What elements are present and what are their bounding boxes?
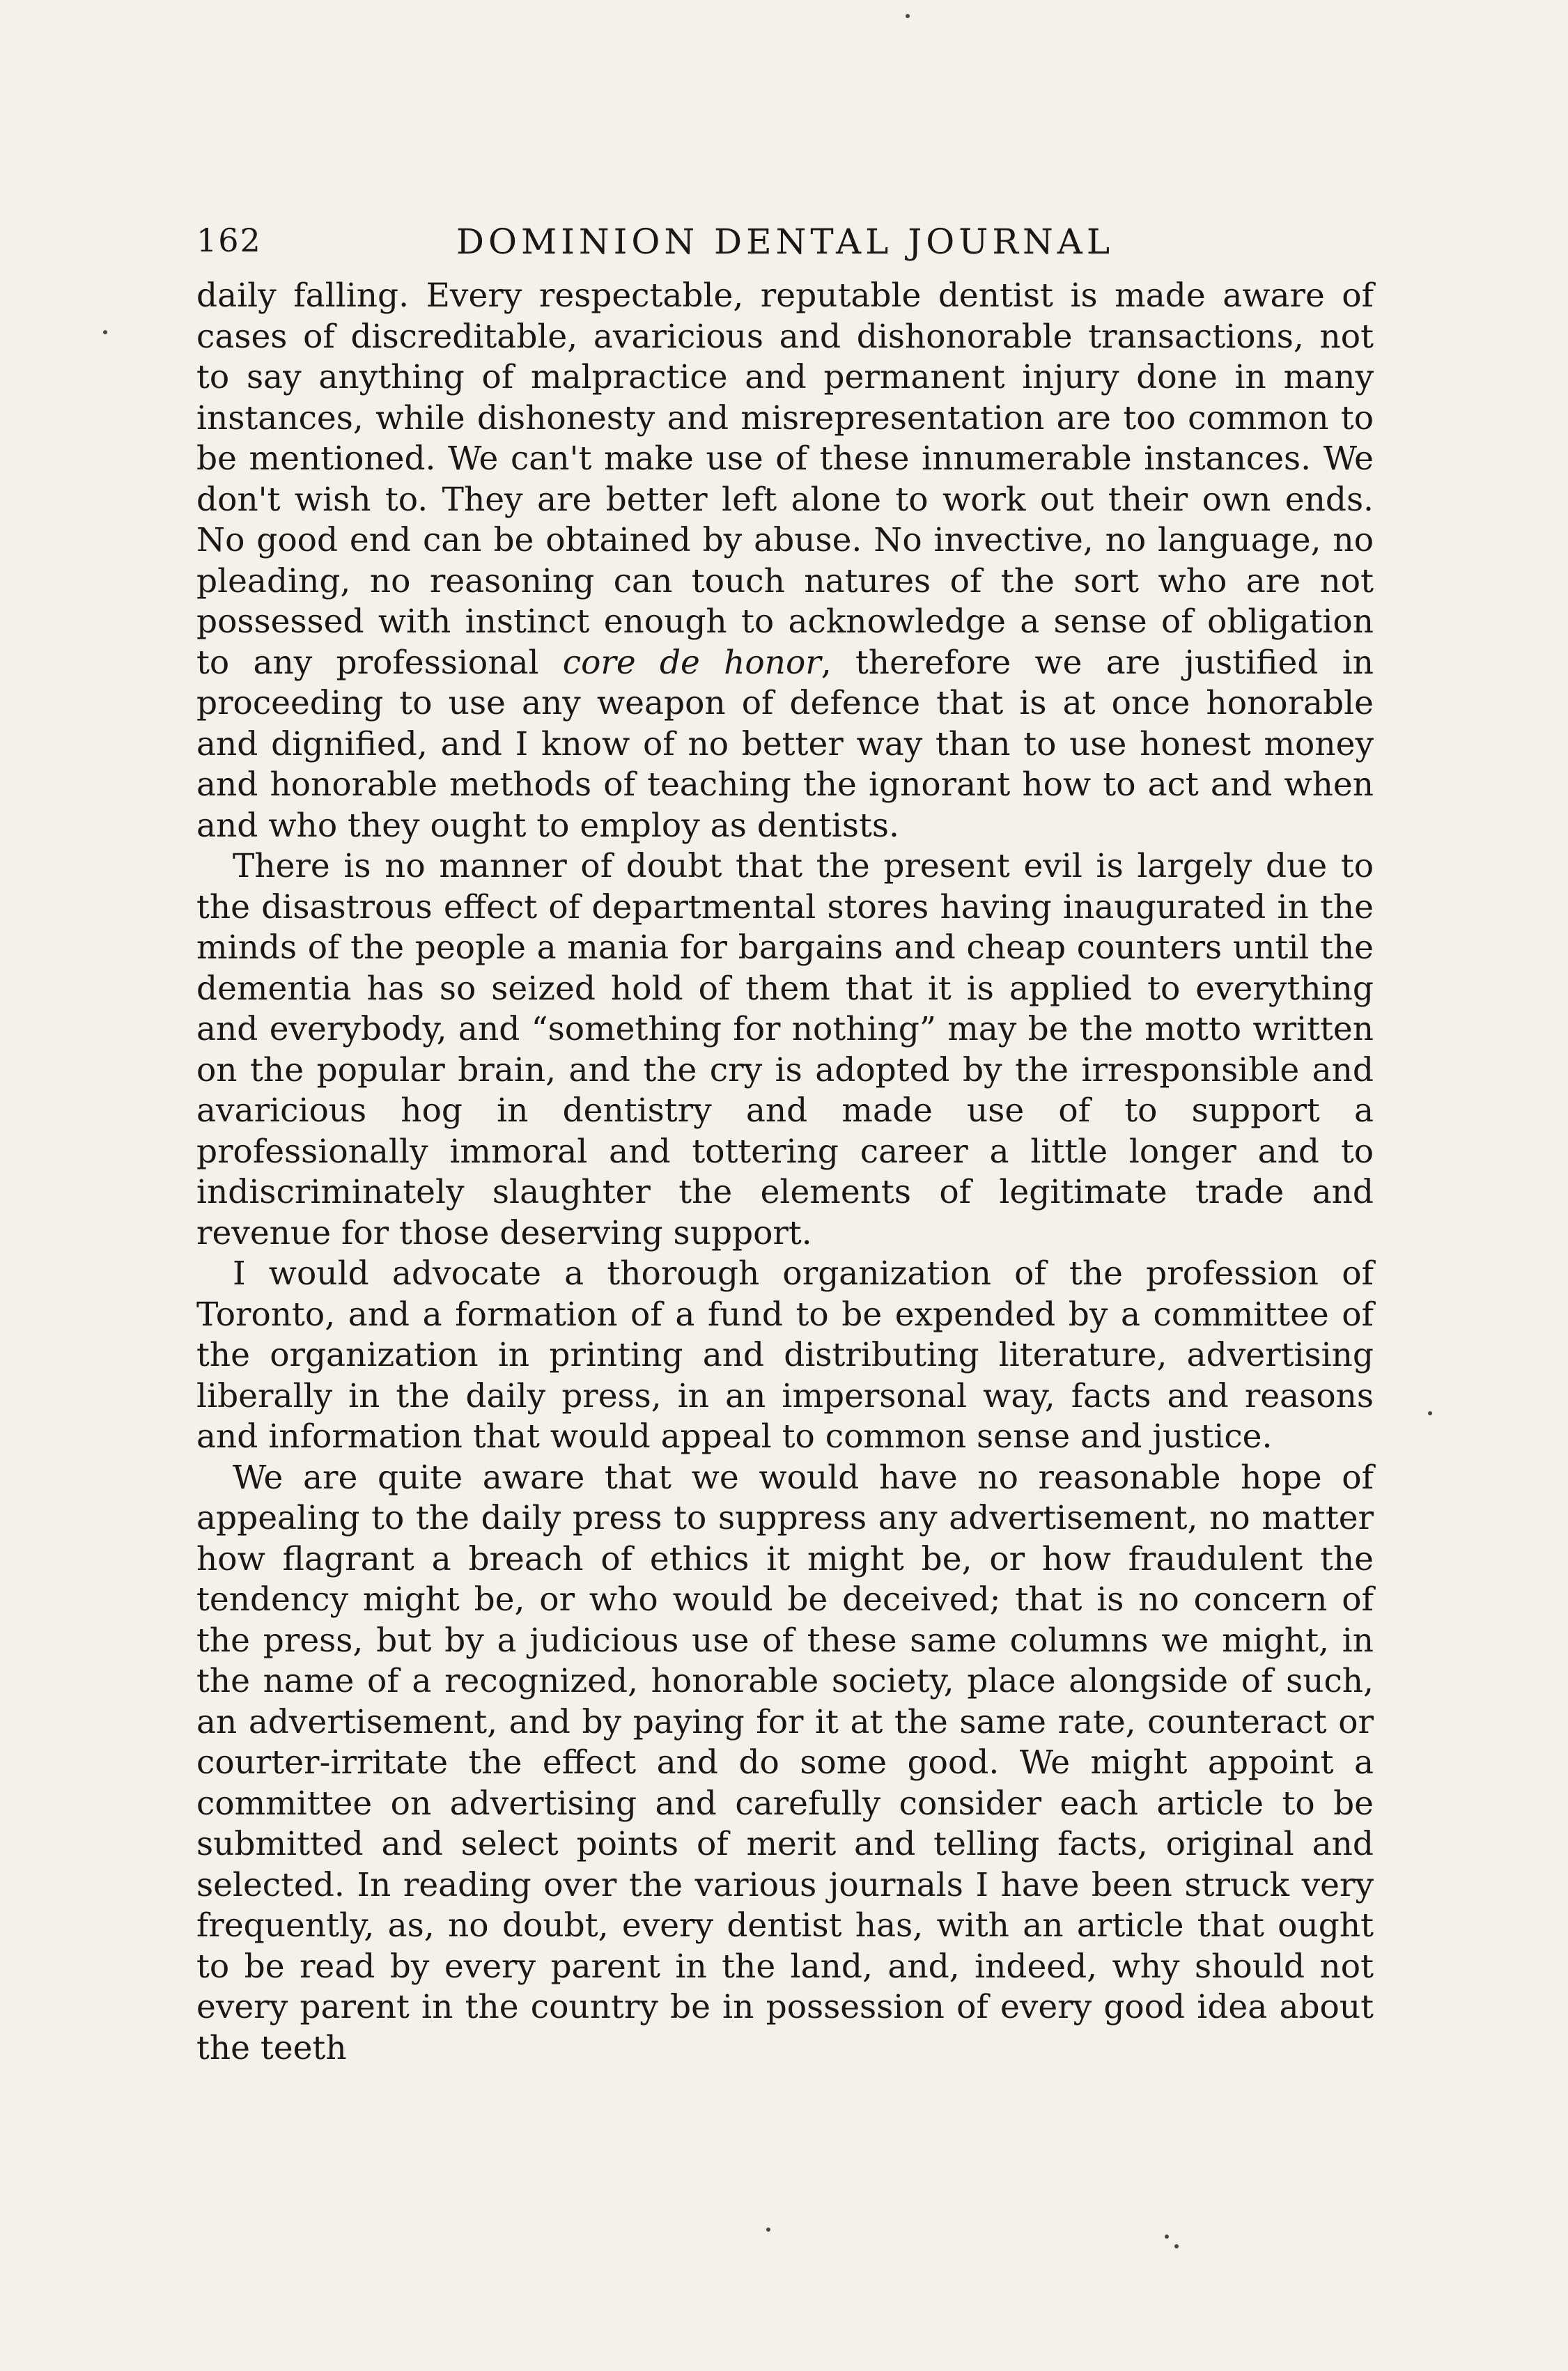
paragraph-2: There is no manner of doubt that the present evil is largely due to the disastrous effect of departmental stores having inaugurated in the minds of the people a mania for bargains and cheap counters until the dementia has so seized hold of them that it is applied to everything and everybody, and “something for nothing” may be the motto written on the popular brain, and the cry is adopted by the irresponsible and avaricious hog in dentistry and made use of to support a professionally immoral and tottering career a little longer and to indiscriminately slaughter the elements of legitimate trade and revenue for those deserving support.: [196, 847, 1374, 1252]
italic-phrase: core de honor: [562, 643, 821, 682]
speck-mark: [1174, 2244, 1179, 2248]
speck-mark: [1165, 2234, 1169, 2239]
speck-mark: [103, 330, 107, 334]
speck-mark: [1428, 1411, 1432, 1415]
paragraph-1: [196, 276, 1374, 846]
paragraph-1-text-start: daily falling. Every respectable, reputable dentist is made aware of cases of discreditable, avaricious and dishonorable transactions, not to say anything of malpractice and permanent injury done in many instances, while dishonesty and misrepresentation are too common to be mentioned. We can't make use of these innumerable instances. We don't wish to. They are better left alone to work out their own ends. No good end can be obtained by abuse. No invective, no language, no pleading, no reasoning can touch natures of the sort who are not possessed with instinct enough to acknowledge a sense of obligation to any professional: [196, 277, 1374, 682]
paragraph-1-text-end: , therefore we are justified in proceeding to use any weapon of defence that is at once honorable and dignified, and I know of no better way than to use honest money and honorable methods of teaching the ignorant how to act and when and who they ought to employ as dentists.: [196, 643, 1374, 845]
article-body: [196, 276, 1374, 2069]
running-head: [196, 221, 1374, 263]
journal-title: DOMINION DENTAL JOURNAL: [456, 221, 1115, 262]
paragraph-3: I would advocate a thorough organization of the profession of Toronto, and a formation of a fund to be expended by a committee of the organization in printing and distributing literature, advertising liberally in the daily press, in an impersonal way, facts and reasons and information that would appeal to common sense and justice.: [196, 1254, 1374, 1456]
speck-mark: [766, 2228, 770, 2232]
speck-mark: [906, 14, 910, 18]
paragraph-4: We are quite aware that we would have no reasonable hope of appealing to the daily press to suppress any advertisement, no matter how flagrant a breach of ethics it might be, or how fraudulent the tendency might be, or who would be deceived; that is no concern of the press, but by a judicious use of these same columns we might, in the name of a recognized, honorable society, place alongside of such, an advertisement, and by paying for it at the same rate, counteract or courter-irritate the effect and do some good. We might appoint a committee on advertising and carefully consider each article to be submitted and select points of merit and telling facts, original and selected. In reading over the various journals I have been struck very frequently, as, no doubt, every dentist has, with an article that ought to be read by every parent in the land, and, indeed, why should not every parent in the country be in possession of every good idea about the teeth: [196, 1458, 1374, 2067]
page-number: 162: [196, 221, 262, 259]
